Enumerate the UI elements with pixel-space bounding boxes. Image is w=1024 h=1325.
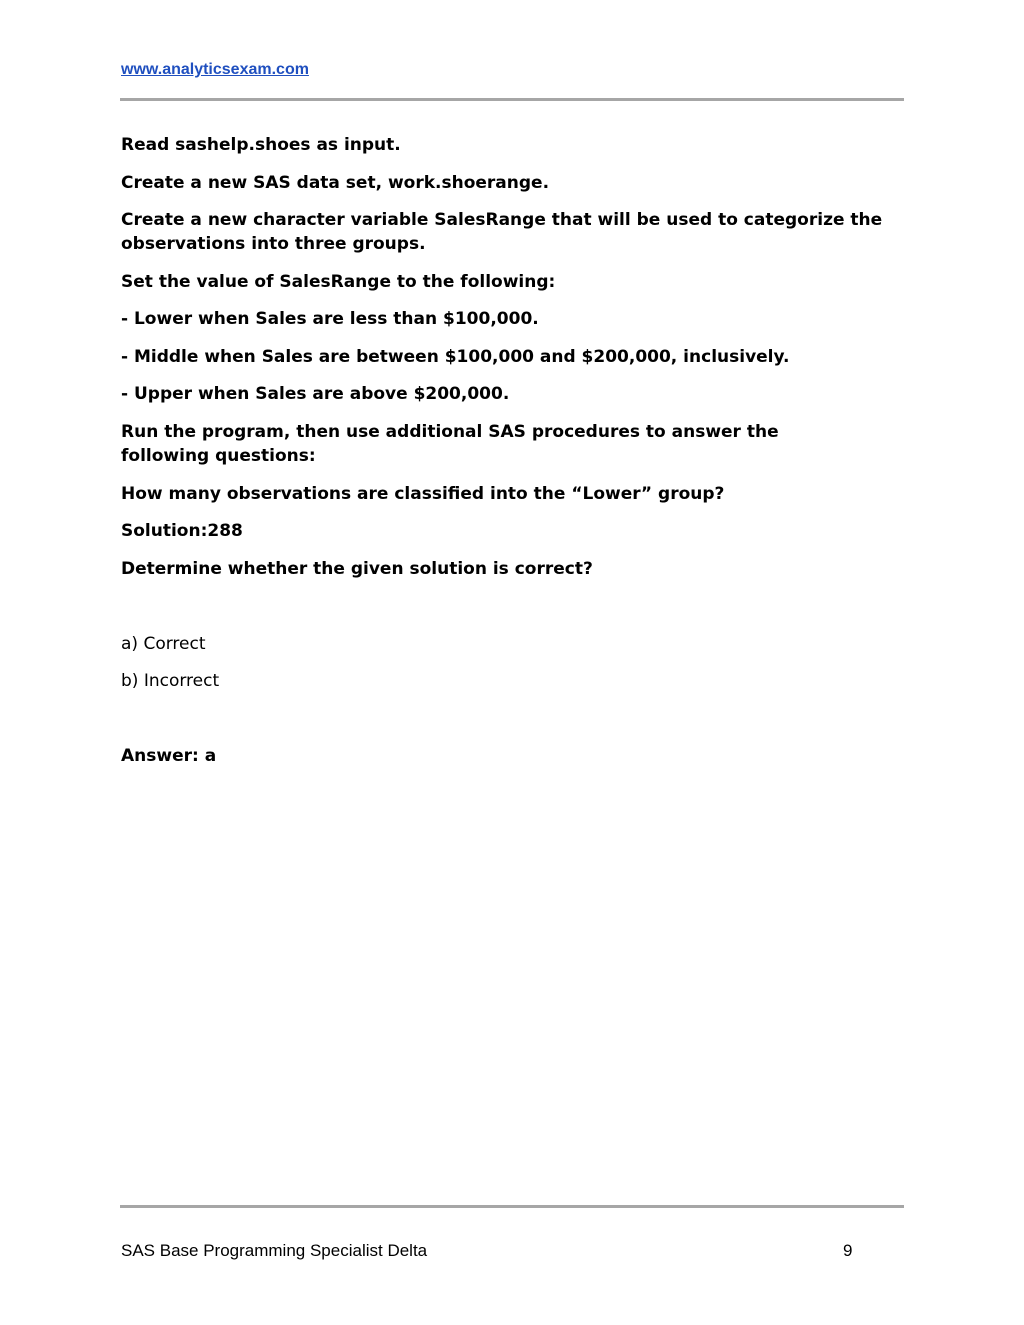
question-line-8: Run the program, then use additional SAS procedures to answer the following questions: [121,422,779,466]
question-line-4: Set the value of SalesRange to the following: [121,272,556,292]
option-b: b) Incorrect [121,671,220,691]
page-number: 9 [843,1241,853,1260]
option-a: a) Correct [121,634,206,654]
header-divider [120,98,904,101]
answer-text: Answer: a [121,746,217,766]
header-website-link[interactable]: www.analyticsexam.com [121,61,309,78]
footer-title: SAS Base Programming Specialist Delta [121,1241,428,1260]
range-lower: - Lower when Sales are less than $100,000. [121,309,539,329]
solution-text: Solution:288 [121,521,243,541]
range-upper: - Upper when Sales are above $200,000. [121,384,510,404]
question-prompt: How many observations are classified into the “Lower” group? [121,484,725,504]
determine-prompt: Determine whether the given solution is correct? [121,559,593,579]
question-line-1: Read sashelp.shoes as input. [121,135,401,155]
question-line-3: Create a new character variable SalesRange that will be used to categorize the observations into three groups. [121,210,883,254]
footer-divider [120,1205,904,1208]
range-middle: - Middle when Sales are between $100,000 and $200,000, inclusively. [121,347,790,367]
question-line-2: Create a new SAS data set, work.shoerange. [121,173,550,193]
